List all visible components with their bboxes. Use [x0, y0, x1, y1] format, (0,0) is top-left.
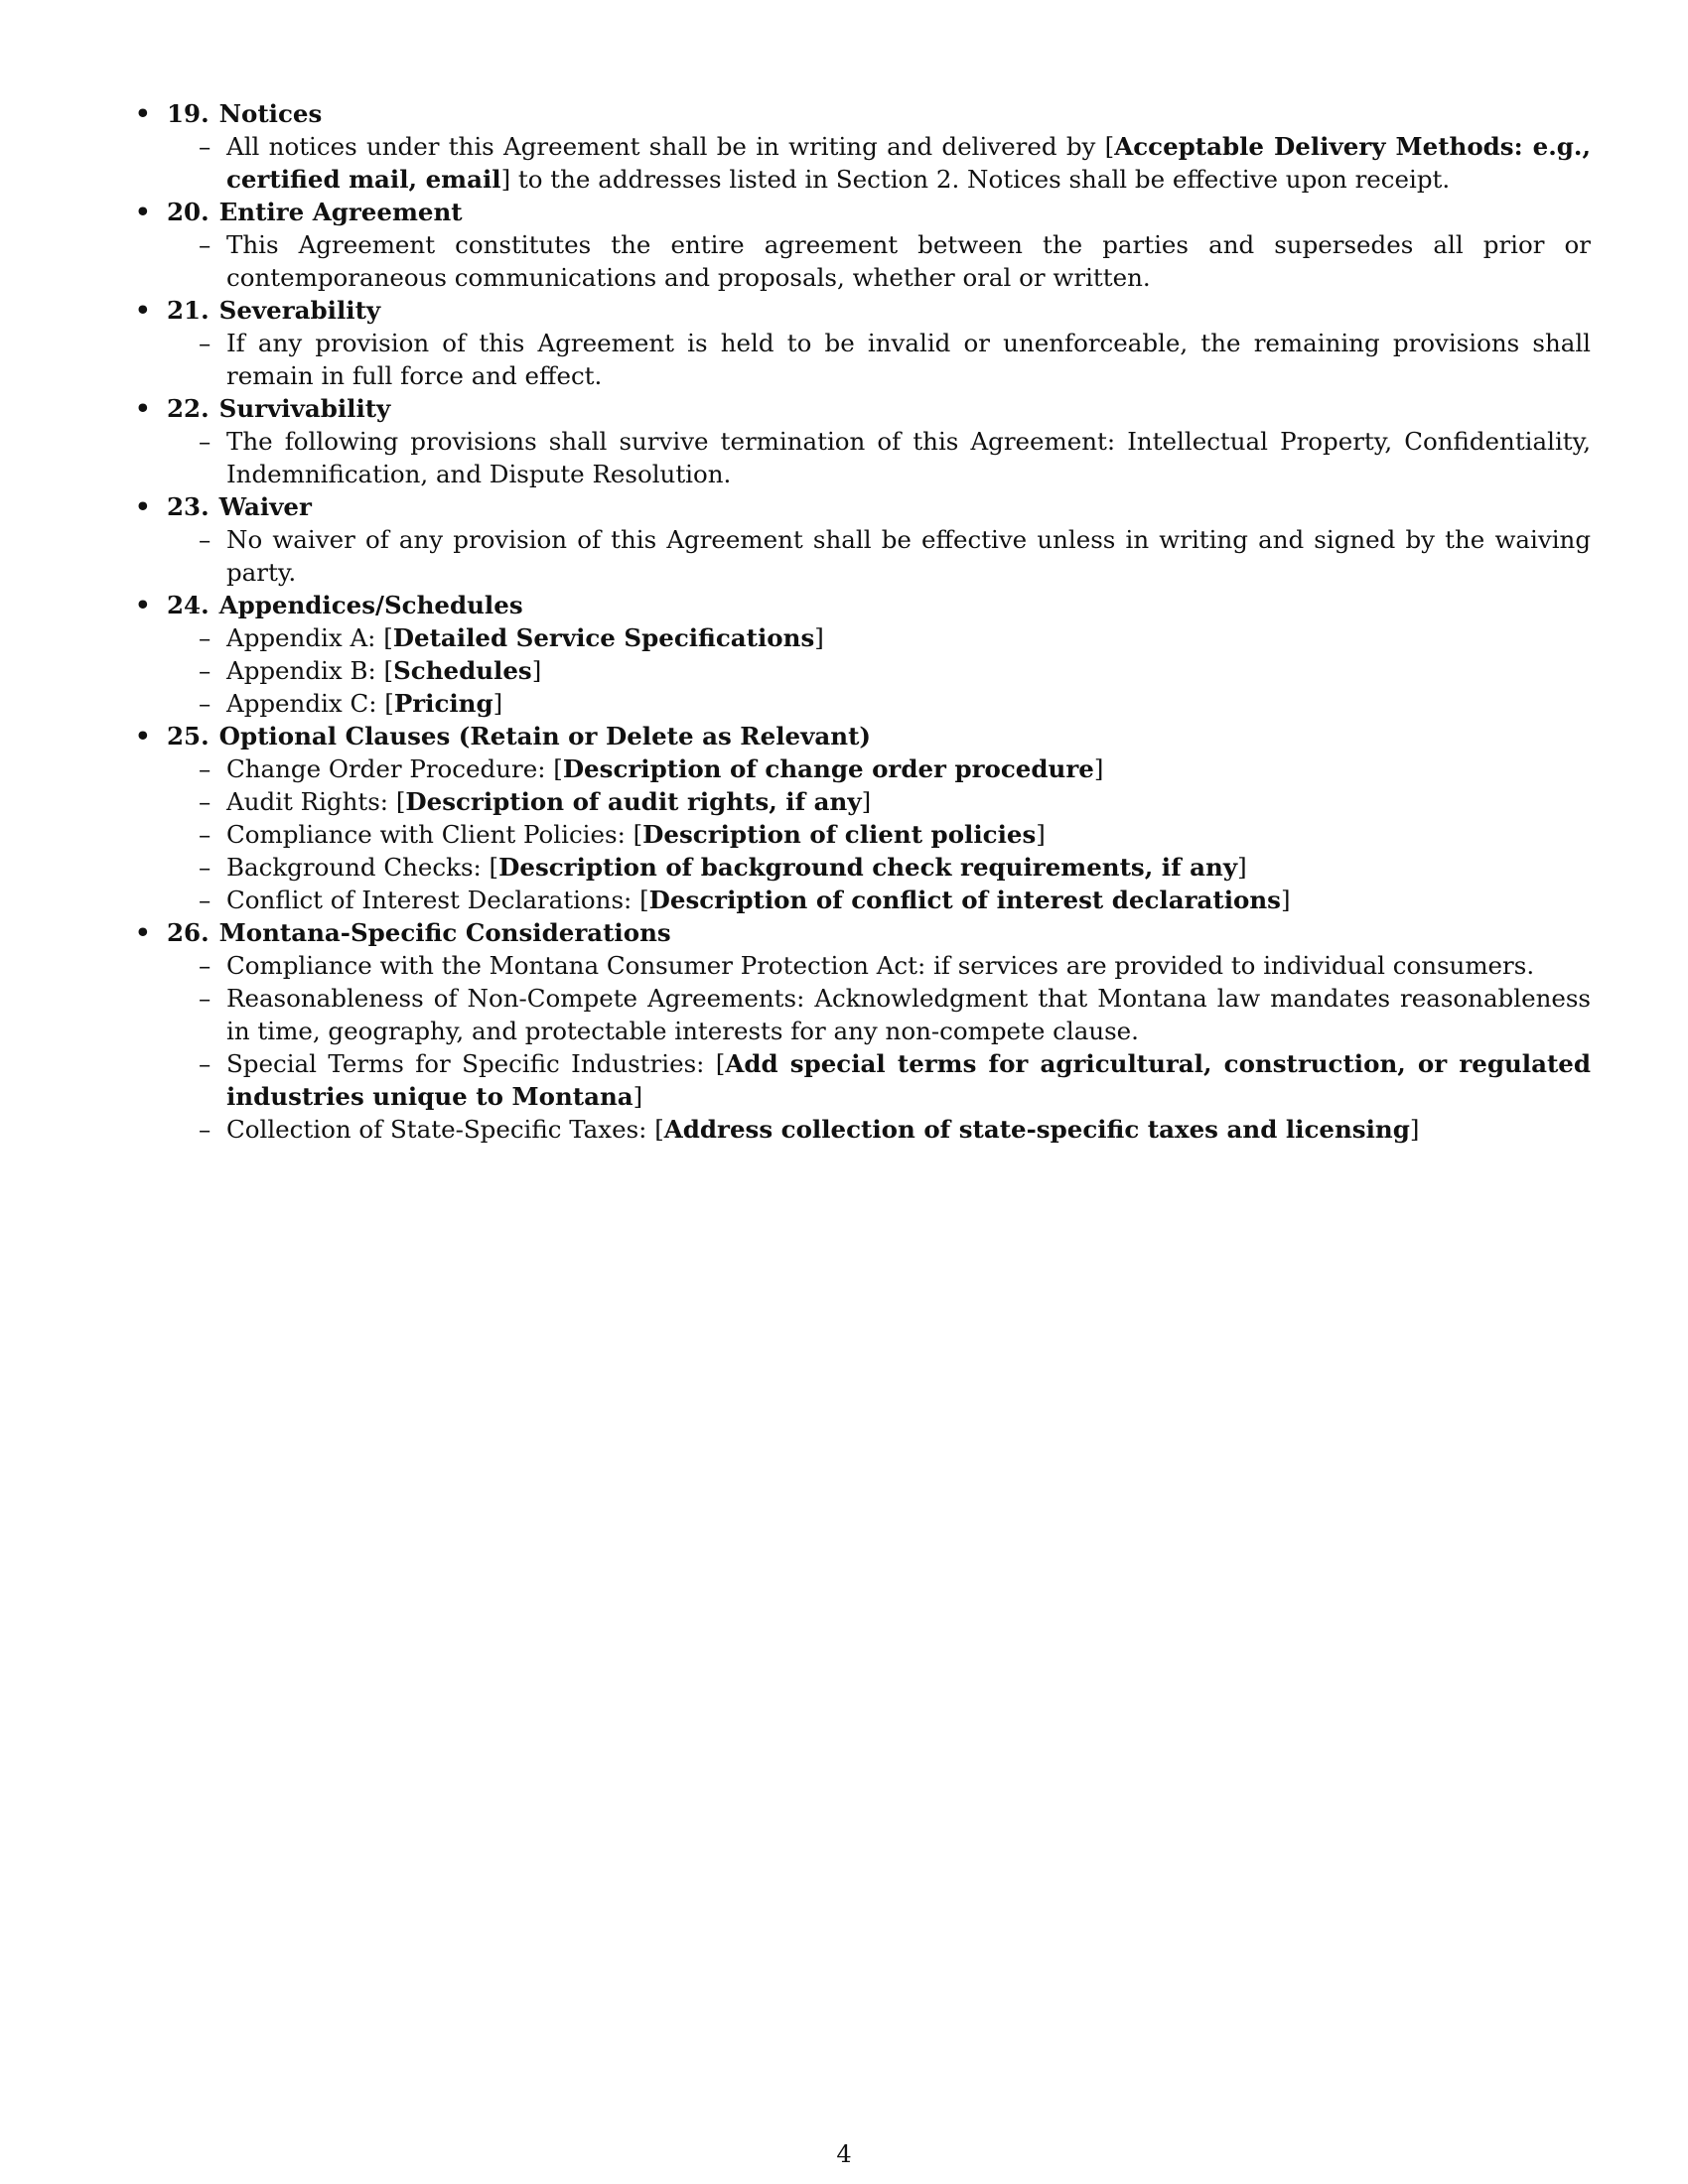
section-number: 23. [167, 492, 210, 521]
clause-text: No waiver of any provision of this Agreement shall be effective unless in writing and signed by the waiving party. [226, 525, 1591, 587]
clause-text: This Agreement constitutes the entire agreement between the parties and supersedes all prior or contemporaneous communications and proposals, whether oral or written. [226, 230, 1591, 292]
section-title: Appendices/Schedules [218, 591, 523, 619]
section-heading [167, 720, 1591, 752]
clause-text: ] to the addresses listed in Section 2. Notices shall be effective upon receipt. [500, 165, 1451, 194]
clause-text: ] [1237, 853, 1247, 882]
section-number: 24. [167, 591, 210, 619]
section-title: Optional Clauses (Retain or Delete as Relevant) [218, 722, 871, 751]
section-number: 22. [167, 394, 210, 423]
clause-text: The following provisions shall survive termination of this Agreement: Intellectual Property, Confidentiality, Indemnification, and Dispute Resolution. [226, 427, 1591, 488]
section-heading [167, 392, 1591, 425]
section-26 [135, 916, 1591, 1146]
section-heading [167, 97, 1591, 130]
placeholder-text: Acceptable Delivery Methods: e.g., certified mail, email [226, 132, 1591, 194]
clause-text: Audit Rights: [ [226, 787, 406, 816]
clause-text: Compliance with Client Policies: [ [226, 820, 643, 849]
list-item [167, 949, 1591, 982]
placeholder-text: Add special terms for agricultural, construction, or regulated industries unique to Montana [226, 1049, 1591, 1111]
list-item [167, 327, 1591, 392]
clause-text: Reasonableness of Non-Compete Agreements: Acknowledgment that Montana law mandates reasonableness in time, geography, and protectable interests for any non-compete clause. [226, 984, 1591, 1045]
placeholder-text: Description of client policies [642, 820, 1037, 849]
clause-text: ] [814, 623, 824, 652]
clause-text: Collection of State-Specific Taxes: [ [226, 1115, 664, 1144]
clause-text: ] [531, 656, 542, 685]
section-heading [167, 196, 1591, 228]
section-title: Waiver [218, 492, 312, 521]
section-items [167, 327, 1591, 392]
section-items [167, 425, 1591, 490]
section-items [167, 621, 1591, 720]
clause-text: Appendix B: [ [226, 656, 394, 685]
page-number: 4 [836, 2140, 852, 2168]
section-heading [167, 916, 1591, 949]
section-21 [135, 294, 1591, 392]
section-heading [167, 589, 1591, 621]
section-items [167, 752, 1591, 916]
list-item [167, 884, 1591, 916]
section-19 [135, 97, 1591, 196]
placeholder-text: Detailed Service Specifications [392, 623, 815, 652]
section-22 [135, 392, 1591, 490]
clause-text: Special Terms for Specific Industries: [ [226, 1049, 726, 1078]
section-number: 25. [167, 722, 210, 751]
section-20 [135, 196, 1591, 294]
section-number: 19. [167, 99, 210, 128]
document-body [135, 97, 1591, 1146]
clause-text: ] [1093, 754, 1104, 783]
clause-text: ] [1036, 820, 1046, 849]
list-item [167, 1113, 1591, 1146]
clause-text: ] [492, 689, 503, 718]
clause-text: ] [633, 1082, 643, 1111]
clause-text: If any provision of this Agreement is held to be invalid or unenforceable, the remaining provisions shall remain in full force and effect. [226, 329, 1591, 390]
clause-text: Change Order Procedure: [ [226, 754, 563, 783]
clause-text: Compliance with the Montana Consumer Protection Act: if services are provided to individual consumers. [226, 951, 1535, 980]
placeholder-text: Description of conflict of interest declarations [648, 886, 1281, 914]
list-item [167, 687, 1591, 720]
section-items [167, 523, 1591, 589]
clause-text: ] [1280, 886, 1291, 914]
section-heading [167, 294, 1591, 327]
section-heading [167, 490, 1591, 523]
section-items [167, 130, 1591, 196]
placeholder-text: Description of audit rights, if any [405, 787, 862, 816]
placeholder-text: Description of background check requirements, if any [498, 853, 1238, 882]
section-number: 26. [167, 918, 210, 947]
clause-text: Appendix C: [ [226, 689, 394, 718]
list-item [167, 982, 1591, 1047]
placeholder-text: Schedules [393, 656, 532, 685]
section-title: Montana-Specific Considerations [218, 918, 671, 947]
list-item [167, 785, 1591, 818]
list-item [167, 818, 1591, 851]
list-item [167, 752, 1591, 785]
list-item [167, 130, 1591, 196]
section-number: 20. [167, 198, 210, 226]
section-25 [135, 720, 1591, 916]
clause-text: Background Checks: [ [226, 853, 499, 882]
section-23 [135, 490, 1591, 589]
section-number: 21. [167, 296, 210, 325]
list-item [167, 228, 1591, 294]
clause-text: Appendix A: [ [226, 623, 393, 652]
section-24 [135, 589, 1591, 720]
placeholder-text: Pricing [393, 689, 493, 718]
list-item [167, 523, 1591, 589]
list-item [167, 621, 1591, 654]
section-title: Notices [218, 99, 323, 128]
section-title: Severability [218, 296, 381, 325]
placeholder-text: Address collection of state-specific taxes and licensing [663, 1115, 1410, 1144]
clause-text: ] [861, 787, 872, 816]
clause-text: Conflict of Interest Declarations: [ [226, 886, 649, 914]
list-item [167, 1047, 1591, 1113]
section-items [167, 228, 1591, 294]
section-items [167, 949, 1591, 1146]
list-item [167, 425, 1591, 490]
clause-text: All notices under this Agreement shall be in writing and delivered by [ [226, 132, 1115, 161]
section-title: Survivability [218, 394, 391, 423]
section-title: Entire Agreement [218, 198, 463, 226]
list-item [167, 851, 1591, 884]
list-item [167, 654, 1591, 687]
clause-text: ] [1409, 1115, 1420, 1144]
placeholder-text: Description of change order procedure [562, 754, 1094, 783]
